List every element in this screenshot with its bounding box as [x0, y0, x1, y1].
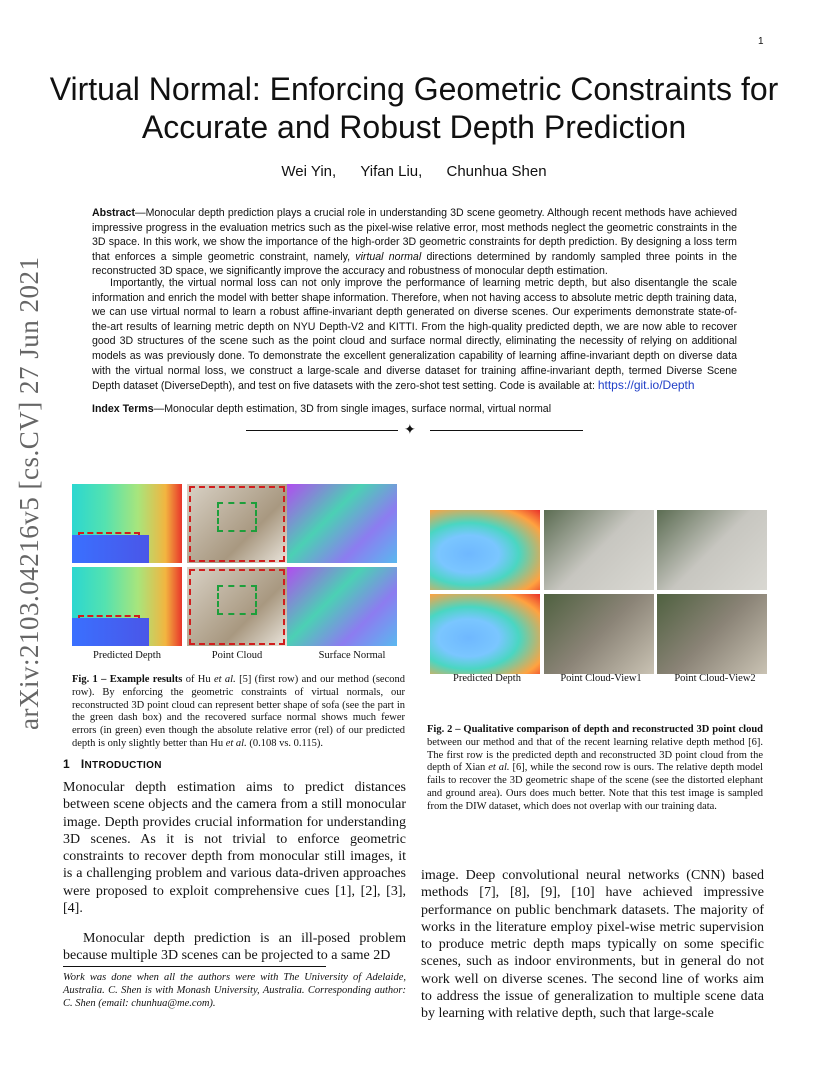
right-column-paragraph: image. Deep convolutional neural networks (CNN) based methods [7], [8], [9], [10] have achieved impressive performance on public benchmark datasets. The majority of works in the literature employ pixel-wise metric supervision to produce metric depth maps typically on some specific scenes, such as indoor environments, but in general do not work well on diverse scenes. The second line of works aim to address the issue of generalization to multiple scene data by learning with relative depth, such that large-scale	[421, 868, 764, 1022]
fig1-surface-normal-image	[287, 484, 397, 646]
section-number: 1	[63, 757, 70, 771]
fig2-cloud-view2-row2-image	[657, 594, 767, 674]
divider-star-icon: ✦	[404, 423, 416, 438]
abstract-italic-term: virtual normal	[355, 250, 422, 263]
fig1-caption-etal-2: et al.	[225, 737, 247, 749]
fig1-predicted-depth-image	[72, 484, 182, 646]
fig1-caption-text-3: (0.108 vs. 0.115).	[246, 737, 324, 749]
fig2-cloud-view1-row1-image	[544, 510, 654, 590]
fig1-caption-etal: et al.	[213, 674, 236, 685]
section-title-initial: I	[80, 757, 85, 771]
abstract-text-end: directions determined by randomly sampled three points in the reconstructed 3D space, we significantly improve the accuracy and robustness of monocular depth estimation.	[92, 250, 737, 278]
fig1-label-depth: Predicted Depth	[93, 650, 161, 661]
index-terms-text: —Monocular depth estimation, 3D from single images, surface normal, virtual normal	[153, 403, 552, 415]
fig1-label-normal: Surface Normal	[318, 650, 386, 661]
fig2-cloud-view2-row1-image	[657, 510, 767, 590]
index-terms	[92, 402, 737, 417]
divider-right	[430, 430, 583, 431]
fig2-caption-text-2: [6], while the second row is ours. The relative depth model fails to recover the 3D geometric shape of the scene (see the distorted elephant and ground area). Ours does much better. Note that this test image is sampled from the DIW dataset, which does not overlap with our training data.	[427, 762, 763, 812]
fig1-caption	[72, 674, 405, 751]
abstract-text: —Monocular depth prediction plays a crucial role in understanding 3D scene geometry. Although recent methods have achieved impressive progress in the evaluation metrics such as the pixel-wise relative error, most methods neglect the geometric constraints in the 3D space. In this work, we show the importance of the high-order 3D geometric constraints for depth prediction. By designing a loss term that enforces a simple geometric constraint, namely,	[92, 207, 737, 263]
footnote-rule	[63, 966, 326, 967]
index-terms-label: Index Terms	[92, 403, 154, 415]
author-list	[0, 163, 828, 180]
section-heading	[63, 757, 162, 771]
fig2-label-depth: Predicted Depth	[453, 673, 521, 684]
fig2-caption-label: Fig. 2 – Qualitative comparison of depth and reconstructed 3D point cloud	[427, 724, 763, 735]
abstract-p2-text: Importantly, the virtual normal loss can not only improve the performance of learning metric depth, but also disentangle the scale information and enrich the model with better shape information. Therefore, when not having access to absolute metric depth training data, we can use virtual normal to learn a robust affine-invariant depth generated on diverse scenes. Our experiments demonstrate state-of-the-art results of learning metric depth on NYU Depth-V2 and KITTI. From the high-quality predicted depth, we are now able to recover good 3D structures of the scene such as the point cloud and surface normal directly, eliminating the necessity of relying on additional models as was previously done. To demonstrate the excellent generalization capability of learning affine-invariant depth on diverse data with the virtual normal loss, we construct a large-scale and diverse dataset for training affine-invariant depth, termed Diverse Scene Depth dataset (DiverseDepth), and test on five datasets with the zero-shot test setting. Code is available at:	[92, 277, 737, 393]
divider-left	[246, 430, 398, 431]
intro-paragraph-2: Monocular depth prediction is an ill-posed problem because multiple 3D scenes can be projected to a same 2D	[63, 931, 406, 964]
abstract-label: Abstract	[92, 207, 135, 219]
fig1-label-cloud: Point Cloud	[211, 650, 263, 661]
fig1-caption-text: of Hu	[182, 674, 214, 685]
abstract-paragraph-2	[92, 276, 737, 394]
abstract-paragraph-1	[92, 206, 737, 279]
footnote: Work was done when all the authors were with The University of Adelaide, Australia. C. Shen is with Monash University, Australia. Corresponding author: C. Shen (email: chunhua@me.com).	[63, 972, 406, 1009]
intro-paragraph-1: Monocular depth estimation aims to predict distances between scene objects and the camera from a still monocular image. Depth provides crucial information for understanding 3D scenes. As it is not trivial to enforce geometric constraints to recover depth from monocular still images, it is a challenging problem and various data-driven approaches were proposed to exploit comprehensive cues [1], [2], [3], [4].	[63, 780, 406, 917]
fig2-label-view1: Point Cloud-View1	[560, 673, 642, 684]
author-3: Chunhua Shen	[446, 163, 547, 180]
fig2-caption	[427, 724, 763, 814]
author-2: Yifan Liu,	[360, 163, 423, 180]
page-number: 1	[758, 36, 764, 47]
fig2-depth-row1-image	[430, 510, 540, 590]
author-1: Wei Yin,	[281, 163, 337, 180]
fig2-depth-row2-image	[430, 594, 540, 674]
paper-title: Virtual Normal: Enforcing Geometric Constraints for Accurate and Robust Depth Prediction	[49, 71, 779, 145]
code-link[interactable]: https://git.io/Depth	[597, 378, 695, 393]
fig1-caption-text-2: [5] (first row) and our method (second row). By enforcing the geometric constraints of virtual normals, our reconstructed 3D point cloud can represent better shape of sofa (see the part in the green dash box) and the recovered surface normal shows much fewer errors (in green) even though the absolute relative error (rel) of our predicted depth is only slightly better than Hu	[72, 674, 405, 749]
fig1-caption-label: Fig. 1 – Example results	[72, 674, 183, 685]
arxiv-identifier: arXiv:2103.04216v5 [cs.CV] 27 Jun 2021	[14, 256, 44, 730]
section-title-rest: NTRODUCTION	[84, 760, 162, 771]
fig2-caption-text: between our method and that of the recent learning relative depth method [6]. The first row is the predicted depth and reconstructed 3D point cloud from the depth of Xian	[427, 736, 763, 774]
fig1-point-cloud-image	[187, 484, 297, 646]
fig2-caption-etal: et al.	[488, 762, 510, 774]
fig2-label-view2: Point Cloud-View2	[674, 673, 756, 684]
fig2-cloud-view1-row2-image	[544, 594, 654, 674]
